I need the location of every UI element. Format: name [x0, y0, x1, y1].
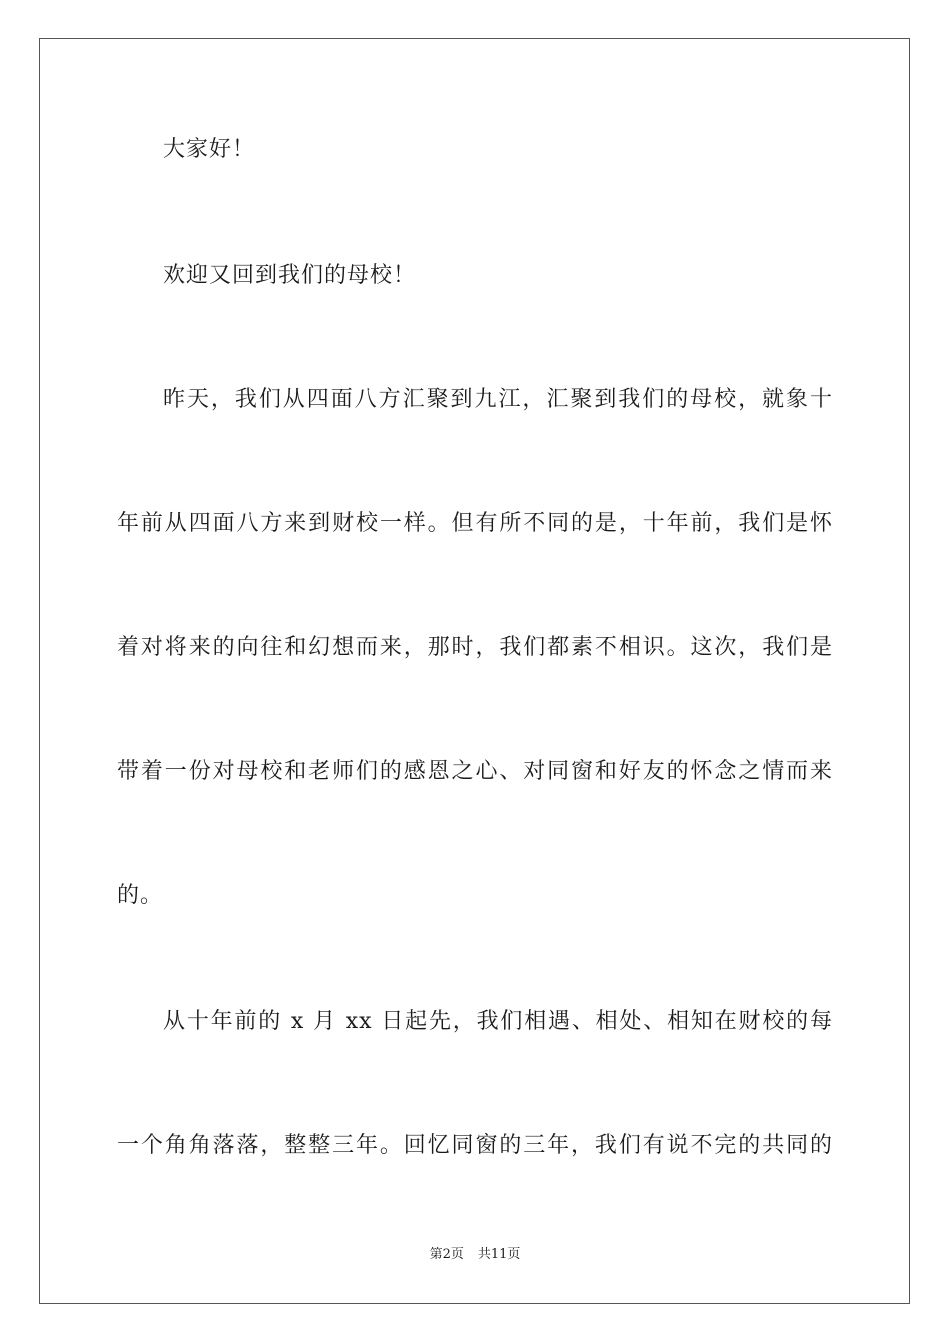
text-line: 年前从四面八方来到财校一样。但有所不同的是，十年前，我们是怀 — [117, 511, 833, 536]
text-line: 着对将来的向往和幻想而来，那时，我们都素不相识。这次，我们是 — [117, 635, 833, 660]
text-line: 的。 — [117, 883, 164, 908]
text-line: 从十年前的 x 月 xx 日起先，我们相遇、相处、相知在财校的每 — [163, 1009, 833, 1034]
text-line-welcome: 欢迎又回到我们的母校！ — [163, 263, 417, 288]
page-total: 共11页 — [477, 1247, 521, 1262]
text-line-greeting: 大家好！ — [163, 137, 256, 162]
page-border — [39, 38, 910, 1304]
text-line: 带着一份对母校和老师们的感恩之心、对同窗和好友的怀念之情而来 — [117, 759, 833, 784]
page-footer — [0, 1246, 950, 1264]
text-line: 昨天，我们从四面八方汇聚到九江，汇聚到我们的母校，就象十 — [163, 387, 833, 412]
page-number: 第2页 — [429, 1247, 464, 1262]
text-line: 一个角角落落，整整三年。回忆同窗的三年，我们有说不完的共同的 — [117, 1133, 833, 1158]
